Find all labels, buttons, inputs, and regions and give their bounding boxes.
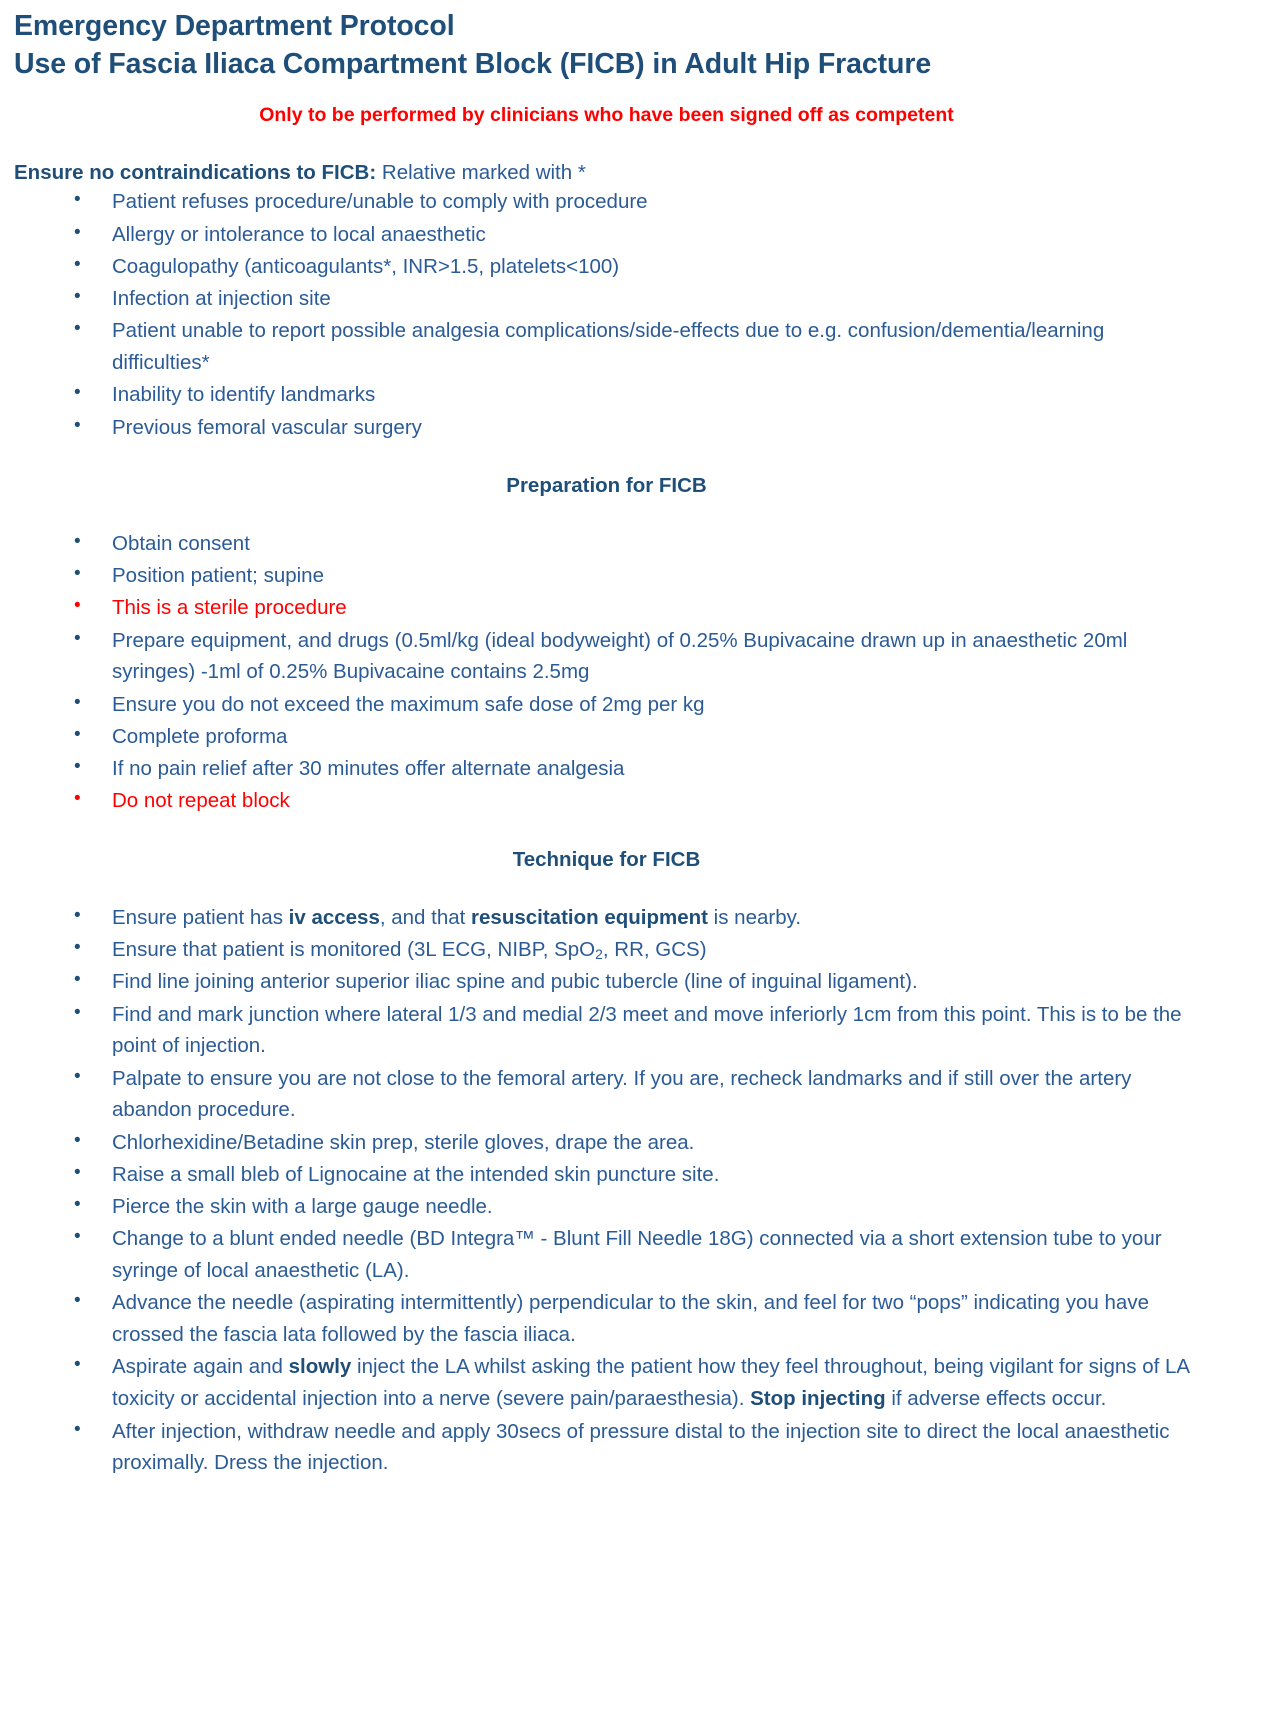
preparation-heading: Preparation for FICB <box>506 473 707 497</box>
body-text: Pierce the skin with a large gauge needle. <box>112 1195 493 1219</box>
body-text: Raise a small bleb of Lignocaine at the intended skin puncture site. <box>112 1162 720 1186</box>
body-text: Palpate to ensure you are not close to the femoral artery. If you are, recheck landmarks and if still over the artery abandon procedure. <box>112 1066 1132 1122</box>
spacer <box>14 818 1251 848</box>
contraindication-item: • Infection at injection site <box>14 283 1192 315</box>
body-text: if adverse effects occur. <box>885 1387 1107 1411</box>
contraindications-list <box>14 186 1192 443</box>
preparation-item: • Do not repeat block <box>14 785 1192 817</box>
technique-item <box>14 1191 1192 1223</box>
technique-item <box>14 902 1192 934</box>
body-text: , RR, GCS) <box>602 938 707 962</box>
body-text: Advance the needle (aspirating intermittently) perpendicular to the skin, and feel for two “pops” indicating you have crossed the fascia lata followed by the fascia iliaca. <box>112 1291 1149 1347</box>
body-text: Ensure patient has <box>112 905 289 929</box>
contraindication-item: • Previous femoral vascular surgery <box>14 412 1192 444</box>
technique-item <box>14 999 1192 1063</box>
preparation-item: • This is a sterile procedure <box>14 592 1192 624</box>
emphasis-text: resuscitation equipment <box>471 905 708 929</box>
technique-item <box>14 1063 1192 1127</box>
body-text: Change to a blunt ended needle (BD Integra™ - Blunt Fill Needle 18G) connected via a short extension tube to your syringe of local anaesthetic (LA). <box>112 1227 1162 1283</box>
emphasis-text: iv access <box>288 905 380 929</box>
technique-item <box>14 1287 1192 1351</box>
contraindication-item: • Inability to identify landmarks <box>14 379 1192 411</box>
spacer <box>14 872 1251 902</box>
body-text: Aspirate again and <box>112 1355 289 1379</box>
technique-item <box>14 1127 1192 1159</box>
preparation-item: • Prepare equipment, and drugs (0.5ml/kg (ideal bodyweight) of 0.25% Bupivacaine drawn up in anaesthetic 20ml syringes) -1ml of 0.25% Bupivacaine contains 2.5mg <box>14 625 1192 689</box>
contraindication-item: • Patient unable to report possible analgesia complications/side-effects due to e.g. confusion/dementia/learning difficulties* <box>14 315 1192 379</box>
technique-item <box>14 1223 1192 1287</box>
body-text: Ensure that patient is monitored (3L ECG, NIBP, SpO <box>112 938 596 962</box>
spacer <box>14 498 1251 528</box>
contraindications-intro <box>14 159 1251 187</box>
contraindications-heading: Ensure no contraindications to FICB: <box>14 160 377 184</box>
body-text: Find line joining anterior superior iliac spine and pubic tubercle (line of inguinal ligament). <box>112 970 918 994</box>
preparation-list <box>14 528 1192 817</box>
contraindication-item: • Patient refuses procedure/unable to comply with procedure <box>14 186 1192 218</box>
body-text: is nearby. <box>707 905 802 929</box>
technique-item <box>14 966 1192 998</box>
body-text: Find and mark junction where lateral 1/3 and medial 2/3 meet and move inferiorly 1cm from this point. This is to be the point of injection. <box>112 1002 1182 1058</box>
contraindication-item: • Allergy or intolerance to local anaesthetic <box>14 219 1192 251</box>
technique-item <box>14 1159 1192 1191</box>
spacer <box>14 444 1251 474</box>
body-text: Chlorhexidine/Betadine skin prep, sterile gloves, drape the area. <box>112 1130 695 1154</box>
title-line-1: Emergency Department Protocol <box>14 10 455 42</box>
technique-heading: Technique for FICB <box>512 847 701 871</box>
competency-warning: Only to be performed by clinicians who have been signed off as competent <box>259 104 954 127</box>
body-text: , and that <box>379 905 472 929</box>
emphasis-text: slowly <box>288 1355 352 1379</box>
technique-item <box>14 1416 1192 1480</box>
preparation-item: • Obtain consent <box>14 528 1192 560</box>
subscript-text: 2 <box>595 946 603 963</box>
page-title <box>14 8 1251 83</box>
preparation-item: • If no pain relief after 30 minutes offer alternate analgesia <box>14 753 1192 785</box>
emphasis-text: Stop injecting <box>750 1387 886 1411</box>
technique-list <box>14 902 1192 1479</box>
preparation-item: • Complete proforma <box>14 721 1192 753</box>
technique-item <box>14 934 1192 966</box>
preparation-item: • Position patient; supine <box>14 560 1192 592</box>
technique-item <box>14 1351 1192 1415</box>
preparation-item: • Ensure you do not exceed the maximum safe dose of 2mg per kg <box>14 689 1192 721</box>
body-text: inject the LA whilst asking the patient how they feel throughout, being vigilant for signs of LA toxicity or accidental injection into a nerve (severe pain/paraesthesia). <box>112 1355 1189 1411</box>
contraindication-item: • Coagulopathy (anticoagulants*, INR>1.5, platelets<100) <box>14 251 1192 283</box>
contraindications-subnote: Relative marked with * <box>376 160 586 184</box>
title-line-2: Use of Fascia Iliaca Compartment Block (FICB) in Adult Hip Fracture <box>14 47 932 80</box>
body-text: After injection, withdraw needle and apply 30secs of pressure distal to the injection site to direct the local anaesthetic proximally. Dress the injection. <box>112 1419 1170 1475</box>
